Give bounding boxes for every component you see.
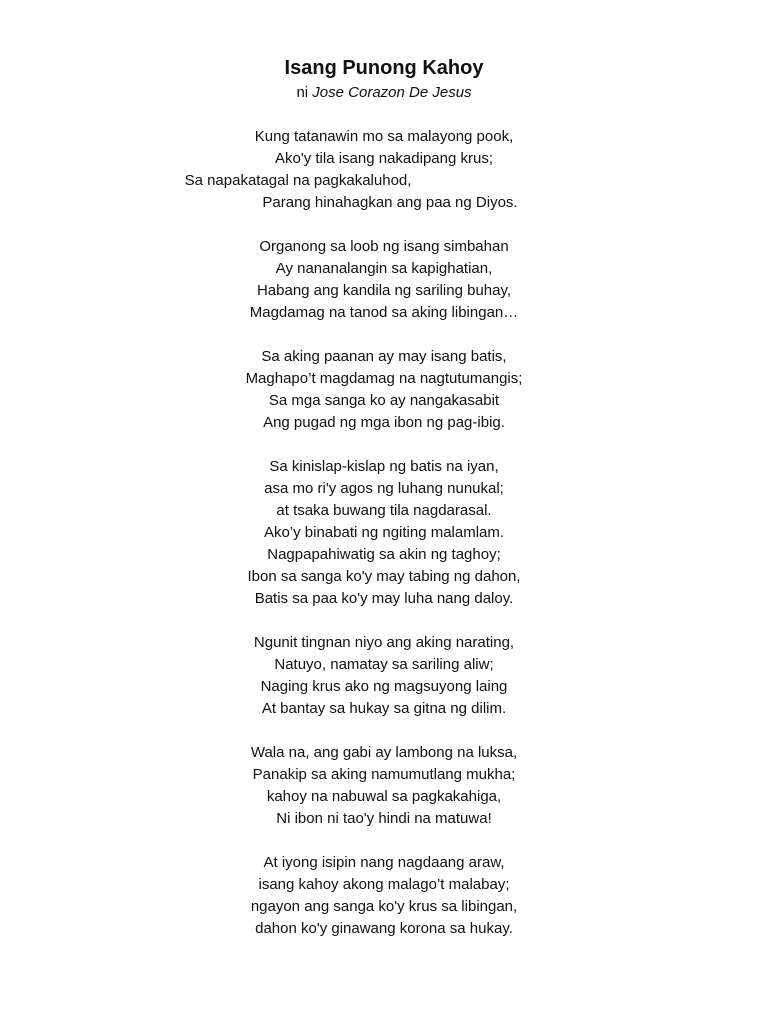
poem-title: Isang Punong Kahoy xyxy=(284,57,484,79)
poem-stanza xyxy=(0,126,768,214)
poem-line: Sa aking paanan ay may isang batis, xyxy=(261,348,507,365)
poem-stanza xyxy=(0,236,768,324)
poem-body xyxy=(0,126,768,962)
poem-line: Sa kinislap-kislap ng batis na iyan, xyxy=(269,458,499,475)
poem-line: Sa napakatagal na pagkakaluhod, xyxy=(184,172,412,189)
poem-stanza xyxy=(0,456,768,610)
poem-line: ngayon ang sanga ko'y krus sa libingan, xyxy=(250,898,518,915)
poem-line: Nagpapahiwatig sa akin ng taghoy; xyxy=(267,546,501,563)
poem-line: Maghapo’t magdamag na nagtutumangis; xyxy=(245,370,523,387)
poem-line: Parang hinahagkan ang paa ng Diyos. xyxy=(262,194,518,211)
poem-line: Ibon sa sanga ko'y may tabing ng dahon, xyxy=(247,568,521,585)
poem-line: isang kahoy akong malago’t malabay; xyxy=(258,876,510,893)
poem-line: Organong sa loob ng isang simbahan xyxy=(259,238,509,255)
poem-line: Panakip sa aking namumutlang mukha; xyxy=(252,766,516,783)
poem-line: At bantay sa hukay sa gitna ng dilim. xyxy=(261,700,507,717)
poem-line: At iyong isipin nang nagdaang araw, xyxy=(263,854,505,871)
poem-line: Ay nananalangin sa kapighatian, xyxy=(275,260,493,277)
poem-line: Ni ibon ni tao'y hindi na matuwa! xyxy=(276,810,492,827)
poem-line: Natuyo, namatay sa sariling aliw; xyxy=(274,656,494,673)
poem-line: asa mo ri'y agos ng luhang nunukal; xyxy=(264,480,504,497)
poem-stanza xyxy=(0,742,768,830)
poem-stanza xyxy=(0,632,768,720)
poem-author: Jose Corazon De Jesus xyxy=(312,84,472,101)
poem-line: at tsaka buwang tila nagdarasal. xyxy=(276,502,492,519)
poem-line: Ako’y binabati ng ngiting malamlam. xyxy=(263,524,505,541)
poem-line: Sa mga sanga ko ay nangakasabit xyxy=(268,392,500,409)
poem-line: Kung tatanawin mo sa malayong pook, xyxy=(254,128,514,145)
poem-line: Batis sa paa ko'y may luha nang daloy. xyxy=(254,590,514,607)
byline-prefix: ni xyxy=(296,84,309,101)
poem-line: Ngunit tingnan niyo ang aking narating, xyxy=(253,634,515,651)
poem-line: dahon ko'y ginawang korona sa hukay. xyxy=(255,920,513,937)
poem-line: Habang ang kandila ng sariling buhay, xyxy=(256,282,512,299)
poem-line: kahoy na nabuwal sa pagkakahiga, xyxy=(266,788,502,805)
poem-stanza xyxy=(0,346,768,434)
poem-line: Magdamag na tanod sa aking libingan… xyxy=(249,304,519,321)
poem-line: Ako'y tila isang nakadipang krus; xyxy=(275,150,493,167)
poem-line: Wala na, ang gabi ay lambong na luksa, xyxy=(250,744,518,761)
poem-line: Naging krus ako ng magsuyong laing xyxy=(260,678,508,695)
poem-byline xyxy=(0,83,768,103)
poem-line: Ang pugad ng mga ibon ng pag-ibig. xyxy=(263,414,505,431)
poem-stanza xyxy=(0,852,768,940)
